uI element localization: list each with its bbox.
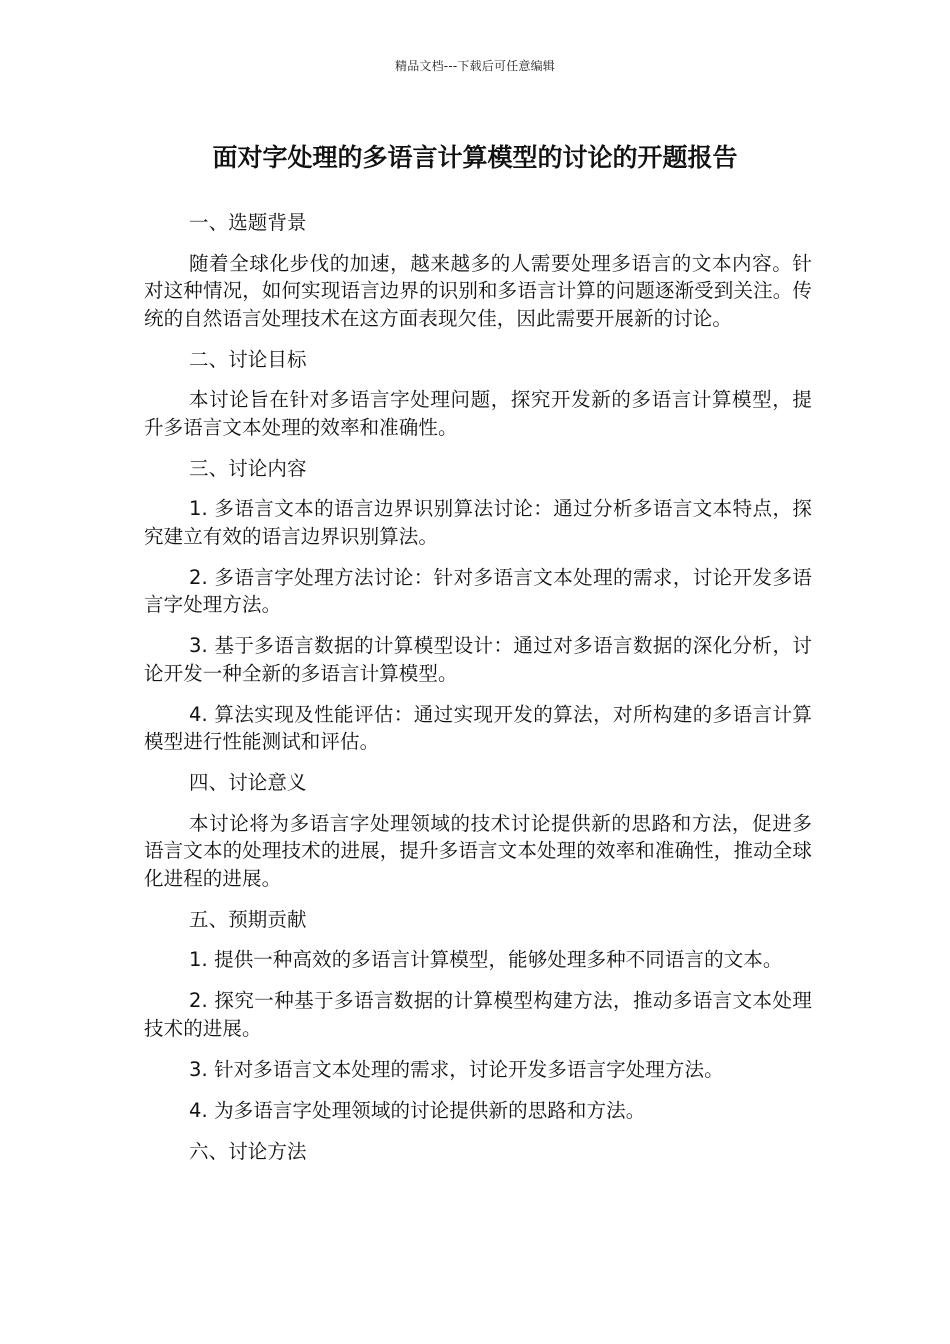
- section-heading-content: 三、讨论内容: [189, 456, 307, 480]
- section-heading-background: 一、选题背景: [189, 211, 307, 234]
- paragraph-goal: 本讨论旨在针对多语言字处理问题，探究开发新的多语言计算模型，提升多语言文本处理的效率和准确性。: [144, 388, 812, 439]
- contribution-item-1: 1. 提供一种高效的多语言计算模型，能够处理多种不同语言的文本。: [189, 948, 783, 971]
- content-item-1: 1. 多语言文本的语言边界识别算法讨论：通过分析多语言文本特点，探究建立有效的语言边界识别算法。: [144, 497, 812, 548]
- section-heading-contribution: 五、预期贡献: [189, 907, 307, 931]
- contribution-item-3: 3. 针对多语言文本处理的需求，讨论开发多语言字处理方法。: [189, 1057, 724, 1081]
- content-item-4: 4. 算法实现及性能评估：通过实现开发的算法，对所构建的多语言计算模型进行性能测试和评估。: [144, 702, 812, 753]
- document-body: [144, 209, 812, 1178]
- content-item-3: 3. 基于多语言数据的计算模型设计：通过对多语言数据的深化分析，讨论开发一种全新的多语言计算模型。: [144, 634, 812, 685]
- section-heading-goal: 二、讨论目标: [189, 347, 307, 371]
- document-title: 面对字处理的多语言计算模型的讨论的开题报告: [212, 143, 738, 172]
- paragraph-significance: 本讨论将为多语言字处理领域的技术讨论提供新的思路和方法，促进多语言文本的处理技术的进展，提升多语言文本处理的效率和准确性，推动全球化进程的进展。: [144, 811, 812, 890]
- section-heading-method: 六、讨论方法: [189, 1139, 307, 1163]
- contribution-item-4: 4. 为多语言字处理领域的讨论提供新的思路和方法。: [189, 1098, 646, 1122]
- contribution-item-2: 2. 探究一种基于多语言数据的计算模型构建方法，推动多语言文本处理技术的进展。: [144, 989, 812, 1040]
- section-heading-significance: 四、讨论意义: [189, 771, 307, 794]
- paragraph-background: 随着全球化步伐的加速，越来越多的人需要处理多语言的文本内容。针对这种情况，如何实现语言边界的识别和多语言计算的问题逐渐受到关注。传统的自然语言处理技术在这方面表现欠佳，因此需要开展新的讨论。: [144, 251, 812, 330]
- content-item-2: 2. 多语言字处理方法讨论：针对多语言文本处理的需求，讨论开发多语言字处理方法。: [144, 565, 812, 616]
- header-note: 精品文档---下载后可任意编辑: [395, 59, 555, 73]
